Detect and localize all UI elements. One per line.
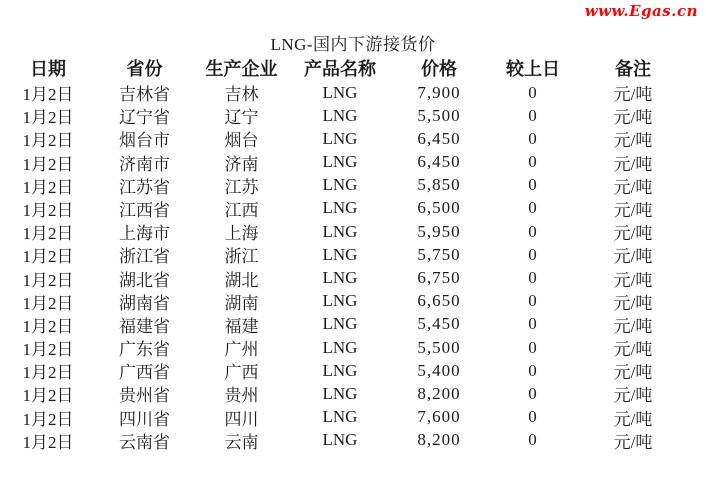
table-cell: 8,200 — [417, 383, 461, 403]
table-cell: 辽宁 — [224, 108, 259, 128]
table-cell: 8,200 — [417, 430, 461, 450]
table-cell: 元/吨 — [613, 409, 653, 429]
table-cell: LNG — [322, 198, 358, 218]
table-cell: 1月2日 — [22, 340, 74, 360]
table-cell: 湖北省 — [119, 270, 170, 290]
table-cell: 广州 — [224, 340, 259, 360]
table-cell: 1月2日 — [22, 386, 74, 406]
table-row — [0, 196, 706, 219]
table-cell: 贵州 — [224, 386, 259, 406]
table-cell: 元/吨 — [613, 224, 653, 244]
table-cell: 0 — [528, 268, 538, 287]
table-cell: 6,750 — [417, 268, 461, 287]
table-cell: LNG — [322, 430, 358, 450]
table-cell: 元/吨 — [613, 177, 653, 197]
column-header: 生产企业 — [205, 59, 278, 79]
table-cell: 云南省 — [119, 432, 170, 452]
table-cell: 四川 — [224, 409, 259, 429]
table-body — [0, 80, 706, 451]
table-cell: 1月2日 — [22, 177, 74, 197]
table-cell: 1月2日 — [22, 316, 74, 336]
table-cell: 吉林省 — [119, 85, 170, 104]
table-row — [0, 428, 706, 451]
table-cell: 四川省 — [119, 409, 170, 429]
table-cell: 福建 — [224, 316, 259, 336]
table-cell: LNG — [322, 291, 358, 311]
table-cell: 辽宁省 — [119, 108, 170, 128]
table-row — [0, 405, 706, 428]
table-cell: 0 — [528, 291, 538, 311]
table-cell: LNG — [322, 175, 358, 195]
table-row — [0, 358, 706, 381]
column-header: 备注 — [615, 59, 651, 79]
column-header: 产品名称 — [304, 59, 376, 79]
table-cell: 济南 — [224, 154, 259, 174]
table-cell: 江苏省 — [119, 177, 170, 197]
table-cell: 上海 — [224, 224, 259, 244]
table-cell: LNG — [322, 337, 358, 357]
table-cell: 0 — [528, 383, 538, 403]
table-row — [0, 173, 706, 196]
table-cell: 1月2日 — [22, 85, 74, 104]
table-cell: 5,950 — [417, 221, 461, 241]
table-cell: 5,850 — [417, 175, 461, 195]
table-cell: 1月2日 — [22, 200, 74, 220]
watermark-logo: www.Egas.cn — [584, 2, 698, 20]
table-cell: 1月2日 — [22, 247, 74, 267]
table-cell: 6,450 — [417, 152, 461, 172]
column-header: 日期 — [30, 59, 66, 79]
table-cell: 6,650 — [417, 291, 461, 311]
table-cell: 0 — [528, 407, 538, 427]
table-cell: 0 — [528, 244, 538, 264]
table-cell: 吉林 — [224, 85, 259, 104]
table-cell: 元/吨 — [613, 386, 653, 406]
table-cell: 5,750 — [417, 244, 461, 264]
table-cell: 烟台市 — [119, 131, 170, 151]
table-cell: 湖北 — [224, 270, 259, 290]
table-cell: 元/吨 — [613, 316, 653, 336]
table-cell: 济南市 — [119, 154, 170, 174]
table-row — [0, 289, 706, 312]
table-header-row — [0, 55, 706, 80]
table-cell: 湖南省 — [119, 293, 170, 313]
table-cell: 湖南 — [224, 293, 259, 313]
table-cell: 1月2日 — [22, 154, 74, 174]
table-cell: 元/吨 — [613, 293, 653, 313]
table-row — [0, 219, 706, 242]
table-cell: 1月2日 — [22, 293, 74, 313]
table-cell: 元/吨 — [613, 247, 653, 267]
table-cell: 0 — [528, 128, 538, 148]
table-cell: 1月2日 — [22, 224, 74, 244]
table-cell: 0 — [528, 82, 538, 102]
table-cell: 元/吨 — [613, 131, 653, 151]
table-cell: 1月2日 — [22, 363, 74, 383]
table-cell: LNG — [322, 105, 358, 125]
table-cell: 广东省 — [119, 340, 170, 360]
table-cell: 0 — [528, 221, 538, 241]
table-row — [0, 242, 706, 265]
table-cell: 烟台 — [224, 131, 259, 151]
table-row — [0, 80, 706, 103]
table-cell: 5,500 — [417, 105, 461, 125]
table-row — [0, 103, 706, 126]
table-cell: 福建省 — [119, 316, 170, 336]
table-cell: LNG — [322, 152, 358, 172]
table-row — [0, 150, 706, 173]
table-cell: 元/吨 — [613, 270, 653, 290]
table-cell: 1月2日 — [22, 409, 74, 429]
table-cell: 浙江 — [224, 247, 259, 267]
table-header — [0, 55, 706, 80]
table-cell: 元/吨 — [613, 432, 653, 452]
table-cell: LNG — [322, 383, 358, 403]
table-cell: 云南 — [224, 432, 259, 452]
table-cell: 0 — [528, 152, 538, 172]
table-cell: 元/吨 — [613, 363, 653, 383]
table-row — [0, 381, 706, 404]
table-cell: 元/吨 — [613, 85, 653, 104]
table-cell: 元/吨 — [613, 200, 653, 220]
table-cell: 1月2日 — [22, 131, 74, 151]
table-cell: LNG — [322, 82, 358, 102]
price-table — [0, 55, 706, 451]
table-cell: 上海市 — [119, 224, 170, 244]
table-cell: LNG — [322, 128, 358, 148]
table-cell: 0 — [528, 314, 538, 334]
table-cell: 7,600 — [417, 407, 461, 427]
table-cell: 广西省 — [119, 363, 170, 383]
table-cell: 0 — [528, 105, 538, 125]
table-row — [0, 335, 706, 358]
table-row — [0, 312, 706, 335]
table-cell: 元/吨 — [613, 154, 653, 174]
table-cell: 江西省 — [119, 200, 170, 220]
table-cell: 元/吨 — [613, 108, 653, 128]
table-cell: 5,500 — [417, 337, 461, 357]
table-cell: 0 — [528, 175, 538, 195]
table-cell: 广西 — [224, 363, 259, 383]
table-row — [0, 126, 706, 149]
table-cell: 1月2日 — [22, 270, 74, 290]
table-cell: 1月2日 — [22, 108, 74, 128]
table-cell: LNG — [322, 244, 358, 264]
table-row — [0, 266, 706, 289]
table-cell: 0 — [528, 337, 538, 357]
table-cell: 0 — [528, 198, 538, 218]
table-cell: 元/吨 — [613, 340, 653, 360]
table-cell: 5,400 — [417, 360, 461, 380]
table-cell: 浙江省 — [119, 247, 170, 267]
column-header: 省份 — [126, 59, 163, 79]
table-cell: LNG — [322, 407, 358, 427]
column-header: 较上日 — [506, 59, 560, 79]
table-cell: LNG — [322, 268, 358, 287]
table-cell: 0 — [528, 430, 538, 450]
table-cell: 6,500 — [417, 198, 461, 218]
table-cell: LNG — [322, 360, 358, 380]
table-cell: LNG — [322, 314, 358, 334]
table-cell: 江西 — [224, 200, 259, 220]
page-title: LNG-国内下游接货价 — [270, 35, 436, 54]
column-header: 价格 — [421, 59, 457, 79]
table-cell: 0 — [528, 360, 538, 380]
table-cell: 江苏 — [224, 177, 259, 197]
table-cell: 5,450 — [417, 314, 461, 334]
table-cell: 6,450 — [417, 128, 461, 148]
table-cell: 贵州省 — [119, 386, 170, 406]
table-cell: LNG — [322, 221, 358, 241]
table-cell: 1月2日 — [22, 432, 74, 452]
table-cell: 7,900 — [417, 82, 461, 102]
